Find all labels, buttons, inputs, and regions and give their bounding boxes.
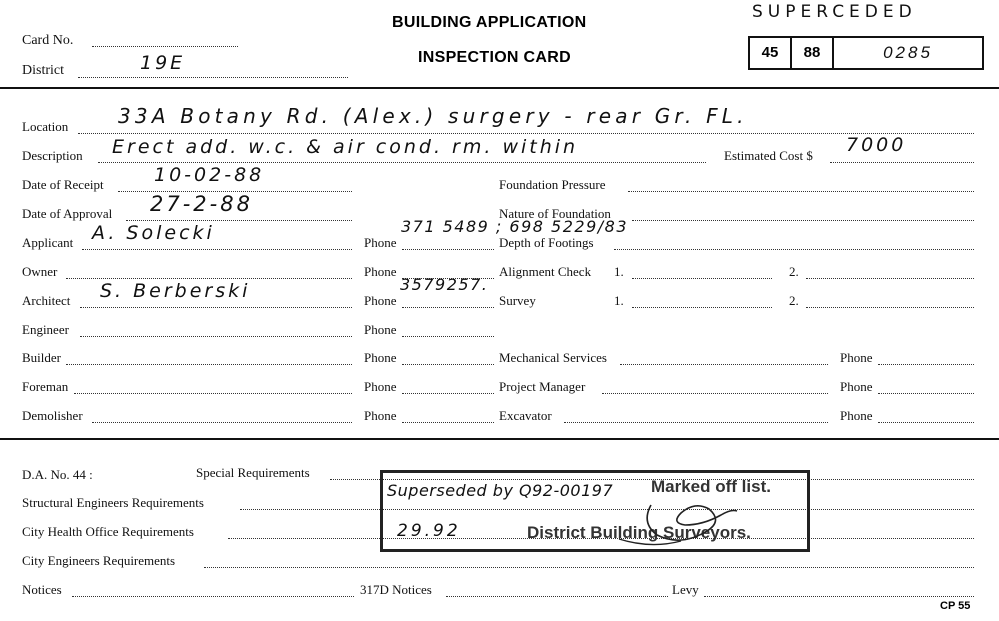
applicant-label: Applicant bbox=[22, 235, 74, 250]
header-rule bbox=[0, 87, 999, 89]
levy-line bbox=[704, 596, 974, 597]
foundation-pressure-line bbox=[628, 191, 974, 192]
nature-foundation-line bbox=[632, 220, 974, 221]
survey-2-line bbox=[806, 307, 974, 308]
excavator-line bbox=[564, 422, 828, 423]
project-manager-phone-line bbox=[878, 393, 974, 394]
architect-value: S. Berberski bbox=[100, 280, 251, 302]
demolisher-line bbox=[92, 422, 352, 423]
superceded-note: SUPERCEDED bbox=[752, 2, 917, 22]
health-requirements-label: City Health Office Requirements bbox=[22, 524, 194, 539]
stamp-handwritten-note: Superseded by Q92-00197 bbox=[387, 481, 614, 500]
foreman-label: Foreman bbox=[22, 379, 69, 394]
foreman-phone-line bbox=[402, 393, 494, 394]
location-label: Location bbox=[22, 119, 69, 134]
date-receipt-label: Date of Receipt bbox=[22, 177, 104, 192]
applicant-line bbox=[82, 249, 352, 250]
project-manager-line bbox=[602, 393, 828, 394]
survey-label: Survey bbox=[499, 293, 536, 308]
mechanical-phone-label: Phone bbox=[840, 350, 873, 365]
location-line bbox=[78, 133, 974, 134]
engineer-label: Engineer bbox=[22, 322, 69, 337]
estimated-cost-label: Estimated Cost $ bbox=[724, 148, 813, 163]
notices-line bbox=[72, 596, 354, 597]
district-line bbox=[78, 77, 348, 78]
applicant-value: A. Solecki bbox=[92, 222, 215, 244]
signature-scribble bbox=[611, 495, 741, 551]
demolisher-phone-label: Phone bbox=[364, 408, 397, 423]
description-label: Description bbox=[22, 148, 83, 163]
depth-footings-label: Depth of Footings bbox=[499, 235, 594, 250]
ref-cell-2: 88 bbox=[803, 44, 821, 61]
builder-phone-label: Phone bbox=[364, 350, 397, 365]
district-surveyors-stamp bbox=[380, 470, 810, 552]
mechanical-services-label: Mechanical Services bbox=[499, 350, 607, 365]
date-receipt-value: 10-02-88 bbox=[154, 164, 265, 186]
engineer-line bbox=[80, 336, 352, 337]
stamp-date: 29.92 bbox=[397, 521, 461, 541]
survey-2-label: 2. bbox=[789, 293, 799, 308]
stamp-marked-off: Marked off list. bbox=[651, 477, 771, 496]
alignment-1-line bbox=[632, 278, 772, 279]
date-approval-label: Date of Approval bbox=[22, 206, 113, 221]
ref-cell-1: 45 bbox=[761, 44, 779, 61]
notices-317d-line bbox=[446, 596, 668, 597]
architect-line bbox=[80, 307, 352, 308]
alignment-2-label: 2. bbox=[789, 264, 799, 279]
nature-foundation-label: Nature of Foundation bbox=[499, 206, 611, 221]
applicant-phone-label: Phone bbox=[364, 235, 397, 250]
applicant-phone-value: 371 5489 ; 698 5229/83 bbox=[401, 217, 628, 236]
survey-1-label: 1. bbox=[614, 293, 624, 308]
estimated-cost-line bbox=[830, 162, 974, 163]
description-line bbox=[98, 162, 706, 163]
form-code: CP 55 bbox=[940, 600, 971, 612]
card-no-line bbox=[92, 46, 238, 47]
excavator-phone-line bbox=[878, 422, 974, 423]
alignment-2-line bbox=[806, 278, 974, 279]
da-number-label: D.A. No. 44 : bbox=[22, 467, 93, 482]
owner-phone-label: Phone bbox=[364, 264, 397, 279]
mechanical-services-line bbox=[620, 364, 828, 365]
card-title-line2: INSPECTION CARD bbox=[418, 49, 571, 66]
project-manager-label: Project Manager bbox=[499, 379, 586, 394]
district-label: District bbox=[22, 63, 64, 78]
project-manager-phone-label: Phone bbox=[840, 379, 873, 394]
builder-line bbox=[66, 364, 352, 365]
foreman-line bbox=[74, 393, 352, 394]
card-title-line1: BUILDING APPLICATION bbox=[392, 14, 587, 31]
district-value: 19E bbox=[140, 52, 186, 74]
depth-footings-line bbox=[614, 249, 974, 250]
notices-label: Notices bbox=[22, 582, 62, 597]
section-rule bbox=[0, 438, 999, 440]
reference-number-box bbox=[748, 36, 984, 70]
foundation-pressure-label: Foundation Pressure bbox=[499, 177, 606, 192]
owner-label: Owner bbox=[22, 264, 58, 279]
structural-requirements-label: Structural Engineers Requirements bbox=[22, 495, 204, 510]
excavator-phone-label: Phone bbox=[840, 408, 873, 423]
city-engineers-label: City Engineers Requirements bbox=[22, 553, 176, 568]
engineer-phone-label: Phone bbox=[364, 322, 397, 337]
notices-317d-label: 317D Notices bbox=[360, 582, 432, 597]
date-approval-value: 27-2-88 bbox=[150, 192, 253, 216]
applicant-phone-line bbox=[402, 249, 494, 250]
demolisher-phone-line bbox=[402, 422, 494, 423]
card-no-label: Card No. bbox=[22, 33, 74, 48]
architect-phone-line bbox=[402, 307, 494, 308]
demolisher-label: Demolisher bbox=[22, 408, 83, 423]
architect-phone-label: Phone bbox=[364, 293, 397, 308]
alignment-check-label: Alignment Check bbox=[499, 264, 592, 279]
special-requirements-label: Special Requirements bbox=[196, 465, 310, 480]
architect-label: Architect bbox=[22, 293, 71, 308]
estimated-cost-value: 7000 bbox=[846, 134, 907, 156]
stamp-district-text: District Building Surveyors. bbox=[527, 523, 751, 542]
date-approval-line bbox=[126, 220, 352, 221]
engineer-phone-line bbox=[402, 336, 494, 337]
excavator-label: Excavator bbox=[499, 408, 552, 423]
ref-cell-3: 0285 bbox=[883, 43, 933, 62]
description-value: Erect add. w.c. & air cond. rm. within bbox=[112, 136, 579, 158]
foreman-phone-label: Phone bbox=[364, 379, 397, 394]
builder-phone-line bbox=[402, 364, 494, 365]
builder-label: Builder bbox=[22, 350, 61, 365]
mechanical-phone-line bbox=[878, 364, 974, 365]
location-value: 33A Botany Rd. (Alex.) surgery - rear Gr. FL. bbox=[118, 104, 748, 128]
survey-1-line bbox=[632, 307, 772, 308]
owner-line bbox=[66, 278, 352, 279]
levy-label: Levy bbox=[672, 582, 699, 597]
alignment-1-label: 1. bbox=[614, 264, 624, 279]
city-engineers-line bbox=[204, 567, 974, 568]
architect-phone-value: 3579257. bbox=[400, 275, 489, 294]
